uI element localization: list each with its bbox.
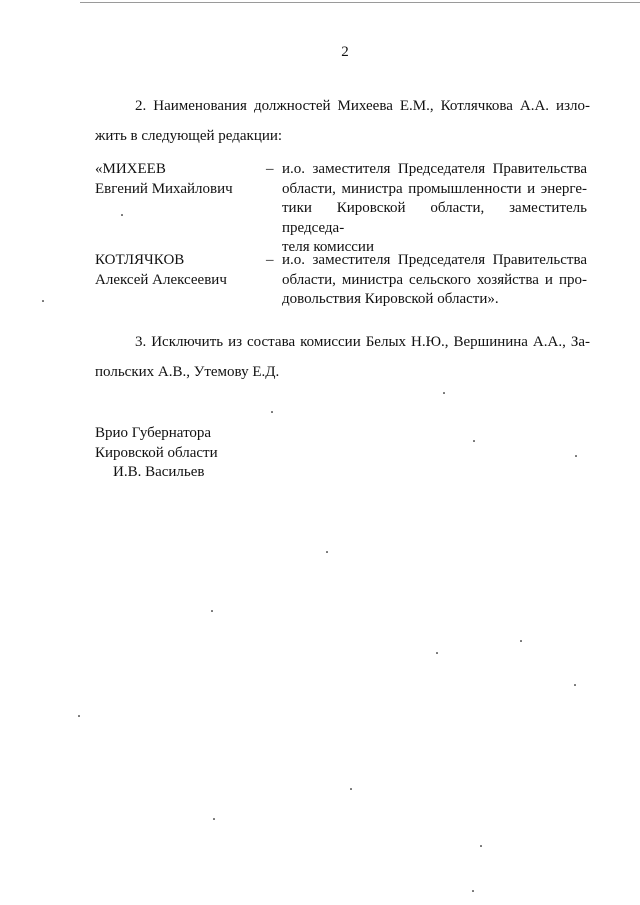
member-role [282,160,587,258]
member-given-names: Алексей Алексеевич [95,271,227,288]
member-name [95,251,265,290]
scan-speck [42,300,44,302]
scan-speck [121,214,123,216]
scan-speck [436,652,438,654]
scan-speck [575,455,577,457]
role-line: и.о. заместителя Председателя Правительства [282,252,587,268]
scan-speck [211,610,213,612]
signature-title-line-1: Врио Губернатора [95,425,212,441]
member-name [95,160,265,199]
role-line: тики Кировской области, заместитель председа- [282,200,587,236]
page-top-edge [80,2,640,3]
member-surname: «МИХЕЕВ [95,161,166,177]
scan-speck [520,640,522,642]
scan-speck [326,551,328,553]
role-line: области, министра промышленности и энерге- [282,180,587,197]
member-given-names: Евгений Михайлович [95,180,233,197]
signer-name: И.В. Васильев [113,464,205,480]
scan-speck [473,440,475,442]
role-line: области, министра сельского хозяйства и про- [282,271,587,288]
signature-region: Кировской области [95,444,218,461]
paragraph-3-line-2: польских А.В., Утемову Е.Д. [95,364,280,380]
signature-title-line-2 [95,444,218,483]
member-surname: КОТЛЯЧКОВ [95,252,185,268]
scan-speck [574,684,576,686]
role-line: довольствия Кировской области». [282,291,499,307]
scan-speck [480,845,482,847]
role-line: теля комиссии [282,239,374,255]
member-dash: – [266,161,274,177]
paragraph-3-line-1: 3. Исключить из состава комиссии Белых Н.Ю., Вершинина А.А., За- [135,334,590,350]
scan-speck [78,715,80,717]
paragraph-2-line-2: жить в следующей редакции: [95,128,283,144]
scan-speck [443,392,445,394]
role-line: и.о. заместителя Председателя Правительства [282,161,587,177]
signature-block [95,424,218,483]
paragraph-3 [95,327,590,387]
scan-speck [271,411,273,413]
page-number: 2 [341,44,349,60]
scan-speck [350,788,352,790]
member-role [282,251,587,310]
scan-speck [213,818,215,820]
paragraph-2-line-1: 2. Наименования должностей Михеева Е.М., Котлячкова А.А. изло- [135,98,590,114]
scan-speck [472,890,474,892]
paragraph-2 [95,91,590,151]
member-dash: – [266,252,274,268]
